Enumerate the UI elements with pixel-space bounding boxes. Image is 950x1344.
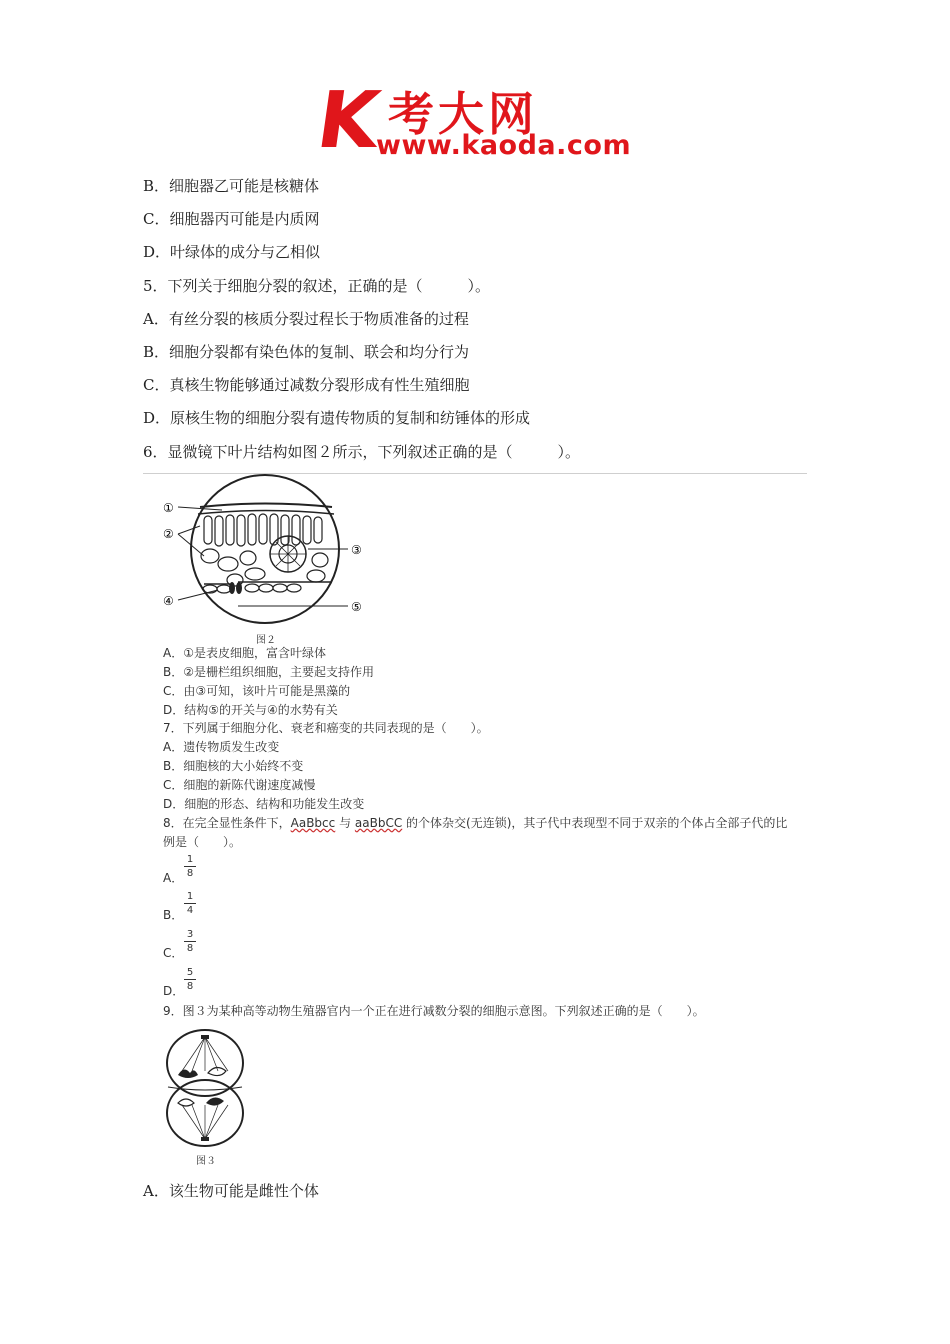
option: B．细胞核的大小始终不变 <box>163 759 304 773</box>
question-8-stem-continued: 例是（ ）。 <box>163 835 242 849</box>
denominator: 4 <box>186 905 194 916</box>
option-letter: B． <box>163 908 184 922</box>
dividing-cell-figure <box>160 1027 250 1149</box>
figure-label: ① <box>163 501 174 515</box>
question-5-stem: 5．下列关于细胞分裂的叙述，正确的是（ ）。 <box>143 277 491 295</box>
option-letter: A． <box>163 871 184 885</box>
question-7-stem: 7．下列属于细胞分化、衰老和癌变的共同表现的是（ ）。 <box>163 721 489 735</box>
logo-url: www.kaoda.com <box>376 130 632 161</box>
genotype: aaBbCC <box>354 816 403 830</box>
figure-2-caption: 图２ <box>256 635 276 646</box>
figure-label: ③ <box>351 543 362 557</box>
option: D．细胞的形态、结构和功能发生改变 <box>163 797 365 811</box>
figure-3-caption: 图３ <box>196 1156 216 1167</box>
leaf-cross-section-figure <box>160 474 375 634</box>
numerator: 1 <box>186 891 194 902</box>
option: A．①是表皮细胞，富含叶绿体 <box>163 646 326 660</box>
fraction <box>184 854 196 879</box>
fraction <box>184 967 196 992</box>
denominator: 8 <box>186 868 194 879</box>
numerator: 5 <box>186 967 194 978</box>
kaoda-logo <box>311 76 638 166</box>
denominator: 8 <box>186 943 194 954</box>
option: A．遗传物质发生改变 <box>163 740 280 754</box>
option-letter: C． <box>163 946 184 960</box>
fraction <box>184 891 196 916</box>
denominator: 8 <box>186 981 194 992</box>
text-line: D．原核生物的细胞分裂有遗传物质的复制和纺锤体的形成 <box>143 409 531 427</box>
text-line: C．真核生物能够通过减数分裂形成有性生殖细胞 <box>143 376 470 394</box>
text-line: D．叶绿体的成分与乙相似 <box>143 243 321 261</box>
text-line: B．细胞器乙可能是核糖体 <box>143 177 320 195</box>
genotype: AaBbcc <box>290 816 336 830</box>
question-8-stem <box>163 815 787 831</box>
text-line: C．细胞器丙可能是内质网 <box>143 210 320 228</box>
logo-name: 考大网 <box>388 87 538 141</box>
stem-text: 与 <box>335 816 355 830</box>
numerator: 1 <box>186 854 194 865</box>
stem-text: 的个体杂交(无连锁)，其子代中表现型不同于双亲的个体占全部子代的比 <box>402 816 788 830</box>
logo-letter: K <box>311 76 385 166</box>
fraction <box>184 929 196 954</box>
question-9-stem: 9．图３为某种高等动物生殖器官内一个正在进行减数分裂的细胞示意图。下列叙述正确的是（ ）。 <box>163 1004 705 1018</box>
text-line: A．该生物可能是雌性个体 <box>143 1182 319 1200</box>
text-line: A．有丝分裂的核质分裂过程长于物质准备的过程 <box>143 310 469 328</box>
question-6-stem: 6．显微镜下叶片结构如图２所示，下列叙述正确的是（ ）。 <box>143 443 581 461</box>
option-letter: D． <box>163 984 185 998</box>
figure-label: ② <box>163 527 174 541</box>
stem-text: 8．在完全显性条件下， <box>163 816 291 830</box>
figure-label: ④ <box>163 594 174 608</box>
option: B．②是栅栏组织细胞，主要起支持作用 <box>163 665 374 679</box>
text-line: B．细胞分裂都有染色体的复制、联会和均分行为 <box>143 343 470 361</box>
option: C．由③可知，该叶片可能是黑藻的 <box>163 684 351 698</box>
option: C．细胞的新陈代谢速度减慢 <box>163 778 316 792</box>
option: D．结构⑤的开关与④的水势有关 <box>163 703 338 717</box>
figure-label: ⑤ <box>351 600 362 614</box>
numerator: 3 <box>186 929 194 940</box>
